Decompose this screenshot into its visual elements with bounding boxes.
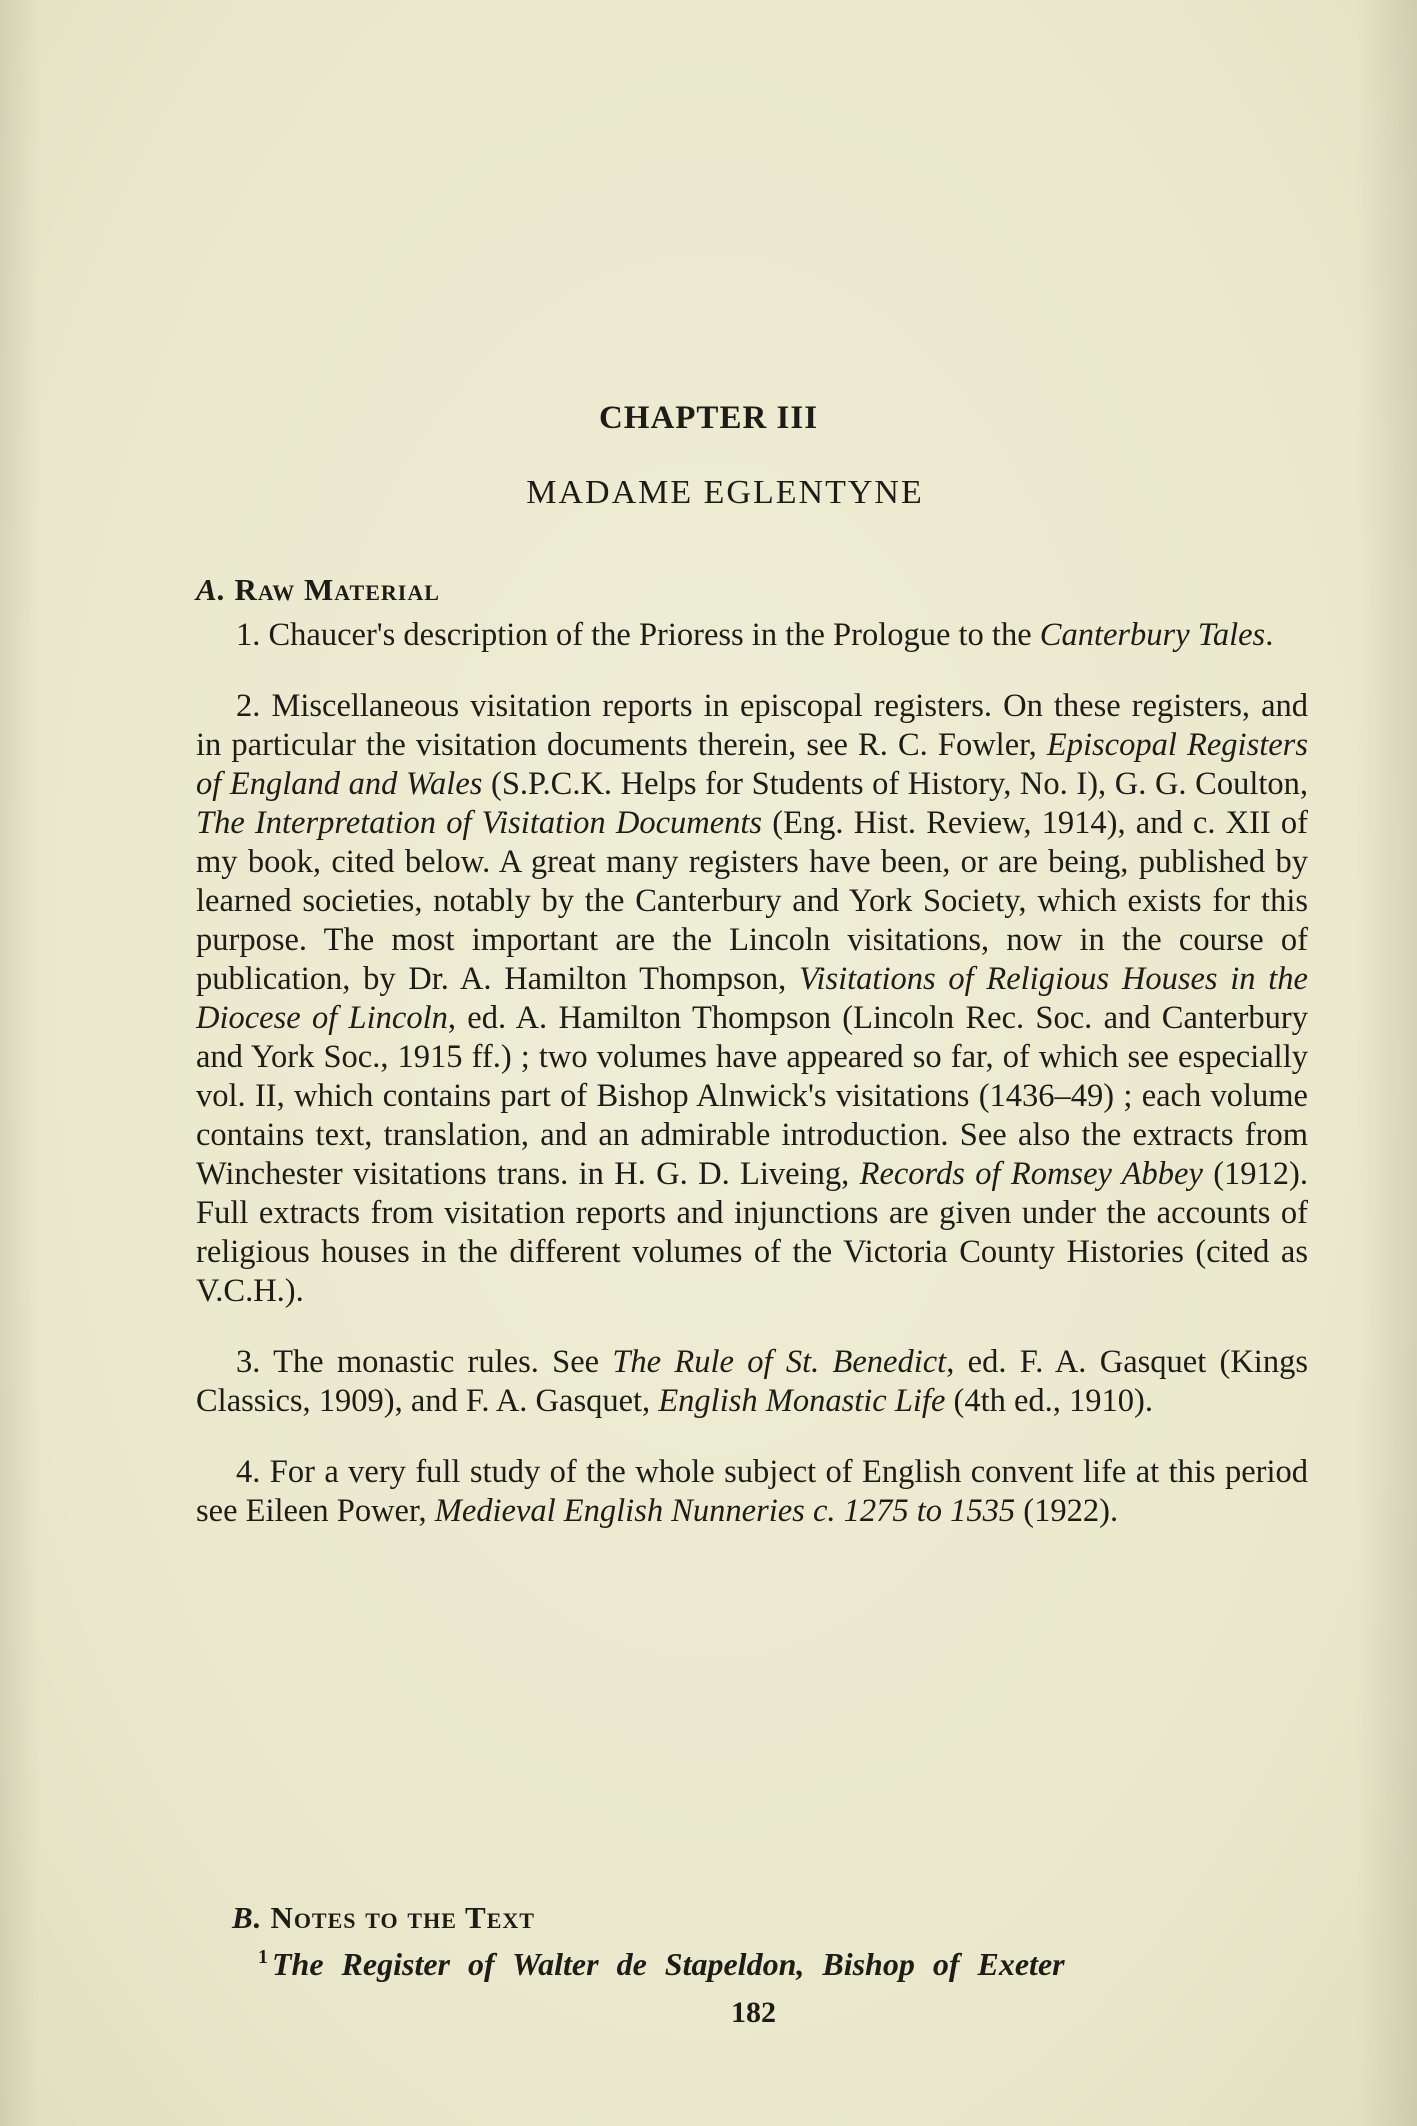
item-number: 1. xyxy=(236,617,261,653)
section-a-title: Raw Material xyxy=(234,572,440,607)
item-text: (S.P.C.K. Helps for Students of History, No. I), G. G. Coulton, xyxy=(482,766,1308,802)
footnote xyxy=(258,1946,1328,1983)
item-text: . xyxy=(1265,617,1274,653)
section-a-heading xyxy=(196,572,440,608)
item-text: For a very full study of the whole subject of English convent life at this period see Eileen Power, xyxy=(196,1454,1308,1529)
footnote-text: The Register of Walter de Stapeldon, Bishop of Exeter xyxy=(272,1946,1065,1982)
item-number: 4. xyxy=(236,1454,261,1490)
page-edge-shadow xyxy=(1357,0,1417,2126)
cited-title: The Rule of St. Benedict xyxy=(612,1344,947,1380)
list-item xyxy=(196,1343,1308,1421)
item-text: (1922). xyxy=(1015,1493,1119,1529)
cited-title: Visitations of Religious Houses in the Diocese of Lincoln xyxy=(196,961,1308,1036)
section-b-letter: B. xyxy=(232,1900,263,1935)
section-b-heading xyxy=(232,1900,535,1936)
footnote-marker: 1 xyxy=(258,1946,268,1969)
cited-title: The Interpretation of Visitation Documents xyxy=(196,805,763,841)
cited-title: English Monastic Life xyxy=(658,1383,946,1419)
cited-title: Records of Romsey Abbey xyxy=(859,1156,1203,1192)
list-item xyxy=(196,616,1308,655)
list-item xyxy=(196,687,1308,1311)
item-text: (Eng. Hist. Review, 1914), and c. XII of my book, cited below. A great many registers have been, or are being, published by learned societies, notably by the Canterbury and York Society, which exists for this purpose. The most important are the Lincoln visitations, now in the course of publication, by Dr. A. Hamilton Thompson, xyxy=(196,805,1308,997)
chapter-title: MADAME EGLENTYNE xyxy=(526,474,924,511)
cited-title: Medieval English Nunneries c. 1275 to 1535 xyxy=(434,1493,1016,1529)
item-text: The monastic rules. See xyxy=(260,1344,613,1380)
item-text: (1912). Full extracts from visitation reports and injunctions are given under the accounts of religious houses in the different volumes of the Victoria County Histories (cited as V.C.H.). xyxy=(196,1156,1308,1309)
section-a-letter: A. xyxy=(196,572,227,607)
cited-title: Episcopal Registers of England and Wales xyxy=(196,727,1308,802)
section-b-title: Notes to the Text xyxy=(270,1900,535,1935)
item-number: 2. xyxy=(236,688,261,724)
item-text: , ed. A. Hamilton Thompson (Lincoln Rec. Soc. and Canterbury and York Soc., 1915 ff.) ; two volumes have appeared so far, of which see especially vol. II, which contains part of Bishop Alnwick's visitations (1436–49) ; each volume contains text, translation, and an admirable introduction. See also the extracts from Winchester visitations trans. in H. G. D. Liveing, xyxy=(196,1000,1309,1192)
raw-material-list xyxy=(196,616,1308,1531)
item-text: , ed. F. A. Gasquet (Kings Classics, 1909), and F. A. Gasquet, xyxy=(196,1344,1308,1419)
list-item xyxy=(196,1453,1308,1531)
item-text: Chaucer's description of the Prioress in the Prologue to the xyxy=(260,617,1040,653)
item-text: Miscellaneous visitation reports in episcopal registers. On these registers, and in particular the visitation documents therein, see R. C. Fowler, xyxy=(196,688,1308,763)
cited-title: Canterbury Tales xyxy=(1039,617,1266,653)
page-gutter-shadow xyxy=(0,0,40,2126)
item-number: 3. xyxy=(236,1344,261,1380)
page-number: 182 xyxy=(731,1996,776,2029)
item-text: (4th ed., 1910). xyxy=(945,1383,1153,1419)
chapter-heading: CHAPTER III xyxy=(598,400,819,436)
